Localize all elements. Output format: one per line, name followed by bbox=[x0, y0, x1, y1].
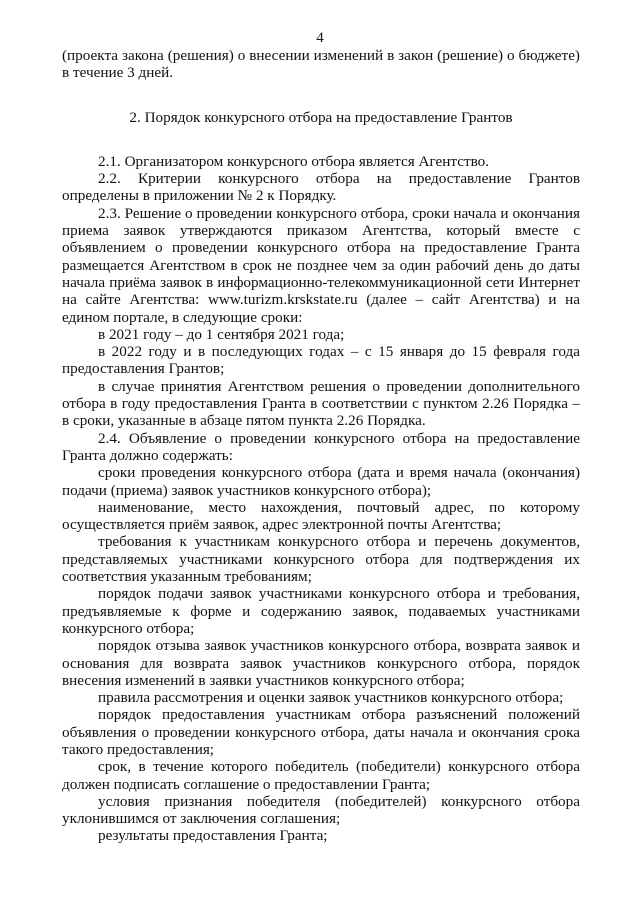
list-item-signing-deadline: срок, в течение которого победитель (победители) конкурсного отбора должен подписать соглашение о предоставлении Гранта; bbox=[62, 758, 580, 793]
list-item-name-address: наименование, место нахождения, почтовый адрес, по которому осуществляется приём заявок, адрес электронной почты Агентства; bbox=[62, 498, 580, 534]
list-item-review-rules: правила рассмотрения и оценки заявок участников конкурсного отбора; bbox=[98, 689, 564, 707]
paragraph-additional-selection: в случае принятия Агентством решения о проведении дополнительного отбора в году предоставления Гранта в соответствии с пунктом 2.26 Порядка – в сроки, указанные в абзаце пятом пункта 2.26 Порядка. bbox=[62, 377, 580, 430]
paragraph-term-2022: в 2022 году и в последующих годах – с 15 января до 15 февраля года предоставления Грантов; bbox=[62, 343, 580, 378]
intro-paragraph: (проекта закона (решения) о внесении изменений в закон (решение) о бюджете) в течение 3 дней. bbox=[62, 47, 580, 82]
page-number: 4 bbox=[316, 30, 324, 46]
paragraph-2-2: 2.2. Критерии конкурсного отбора на предоставление Грантов определены в приложении № 2 к Порядку. bbox=[62, 170, 580, 205]
list-item-grant-results: результаты предоставления Гранта; bbox=[98, 827, 328, 845]
list-item-evasion-conditions: условия признания победителя (победителей) конкурсного отбора уклонившимся от заключения соглашения; bbox=[62, 792, 580, 828]
paragraph-term-2021: в 2021 году – до 1 сентября 2021 года; bbox=[98, 325, 345, 343]
list-item-submission-procedure: порядок подачи заявок участниками конкурсного отбора и требования, предъявляемые к форме и содержанию заявок, подаваемых участниками конкурсного отбора; bbox=[62, 585, 580, 637]
document-body bbox=[62, 47, 580, 845]
list-item-deadlines: сроки проведения конкурсного отбора (дата и время начала (окончания) подачи (приема) заявок участников конкурсного отбора); bbox=[62, 464, 580, 499]
paragraph-2-1: 2.1. Организатором конкурсного отбора является Агентство. bbox=[98, 152, 490, 170]
paragraph-2-3: 2.3. Решение о проведении конкурсного отбора, сроки начала и окончания приема заявок утверждаются приказом Агентства, который вместе с объявлением о проведении конкурсного отбора на предоставление Гранта размещается Агентством в срок не позднее чем за один рабочий день до даты начала приёма заявок в информационно-телекоммуникационной сети Интернет на сайте Агентства: www.turizm.krskstate.ru (далее – сайт Агентства) и на едином портале, в следующие сроки: bbox=[62, 204, 580, 326]
section-heading: 2. Порядок конкурсного отбора на предоставление Грантов bbox=[129, 108, 513, 126]
list-item-requirements: требования к участникам конкурсного отбора и перечень документов, представляемых участниками конкурсного отбора для подтверждения их соответствия указанным требованиям; bbox=[62, 533, 580, 586]
paragraph-2-4: 2.4. Объявление о проведении конкурсного отбора на предоставление Гранта должно содержать: bbox=[62, 429, 580, 464]
list-item-clarifications: порядок предоставления участникам отбора разъяснений положений объявления о проведении конкурсного отбора, даты начала и окончания срока такого предоставления; bbox=[62, 706, 580, 758]
list-item-withdrawal-procedure: порядок отзыва заявок участников конкурсного отбора, возврата заявок и основания для возврата заявок участников конкурсного отбора, порядок внесения изменений в заявки участников конкурсного отбора; bbox=[62, 637, 580, 689]
